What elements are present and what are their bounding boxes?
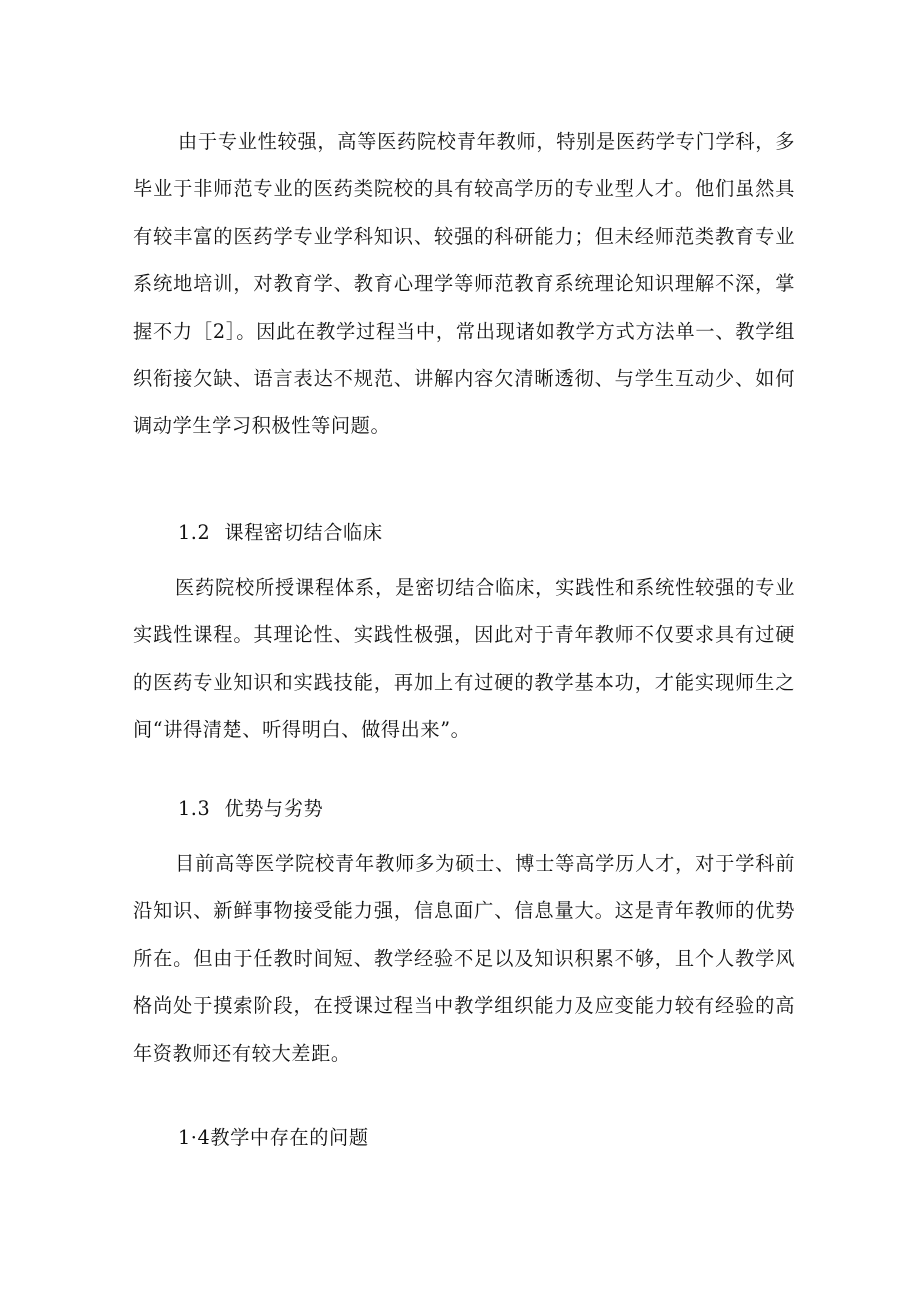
section-title: 优势与劣势 (224, 797, 324, 820)
section-number: 1.2 (178, 521, 211, 544)
paragraph-young-teachers-background: 由于专业性较强，高等医药院校青年教师，特别是医药学专门学科，多毕业于非师范专业的医药类院校的具有较高学历的专业型人才。他们虽然具有较丰富的医药学专业学科知识、较强的科研能力；但未经师范类教育专业系统地培训，对教育学、教育心理学等师范教育系统理论知识理解不深，掌握不力［2］。因此在教学过程当中，常出现诸如教学方式方法单一、教学组织衔接欠缺、语言表达不规范、讲解内容欠清晰透彻、与学生互动少、如何调动学生学习积极性等问题。 (133, 130, 795, 438)
section-title: 课程密切结合临床 (224, 521, 383, 544)
section-heading-1-3 (178, 785, 323, 832)
section-number: 1·4 (178, 1126, 211, 1149)
section-title: 教学中存在的问题 (210, 1126, 369, 1149)
section-heading-1-2 (178, 509, 383, 556)
section-heading-1-4 (178, 1114, 369, 1161)
paragraph-strengths-weaknesses: 目前高等医学院校青年教师多为硕士、博士等高学历人才，对于学科前沿知识、新鲜事物接受能力强，信息面广、信息量大。这是青年教师的优势所在。但由于任教时间短、教学经验不足以及知识积累不够，且个人教学风格尚处于摸索阶段，在授课过程当中教学组织能力及应变能力较有经验的高年资教师还有较大差距。 (133, 852, 795, 1065)
paragraph-clinical-courses: 医药院校所授课程体系，是密切结合临床，实践性和系统性较强的专业实践性课程。其理论性、实践性极强，因此对于青年教师不仅要求具有过硬的医药专业知识和实践技能，再加上有过硬的教学基本功，才能实现师生之间“讲得清楚、听得明白、做得出来”。 (133, 576, 795, 742)
section-number: 1.3 (178, 797, 211, 820)
